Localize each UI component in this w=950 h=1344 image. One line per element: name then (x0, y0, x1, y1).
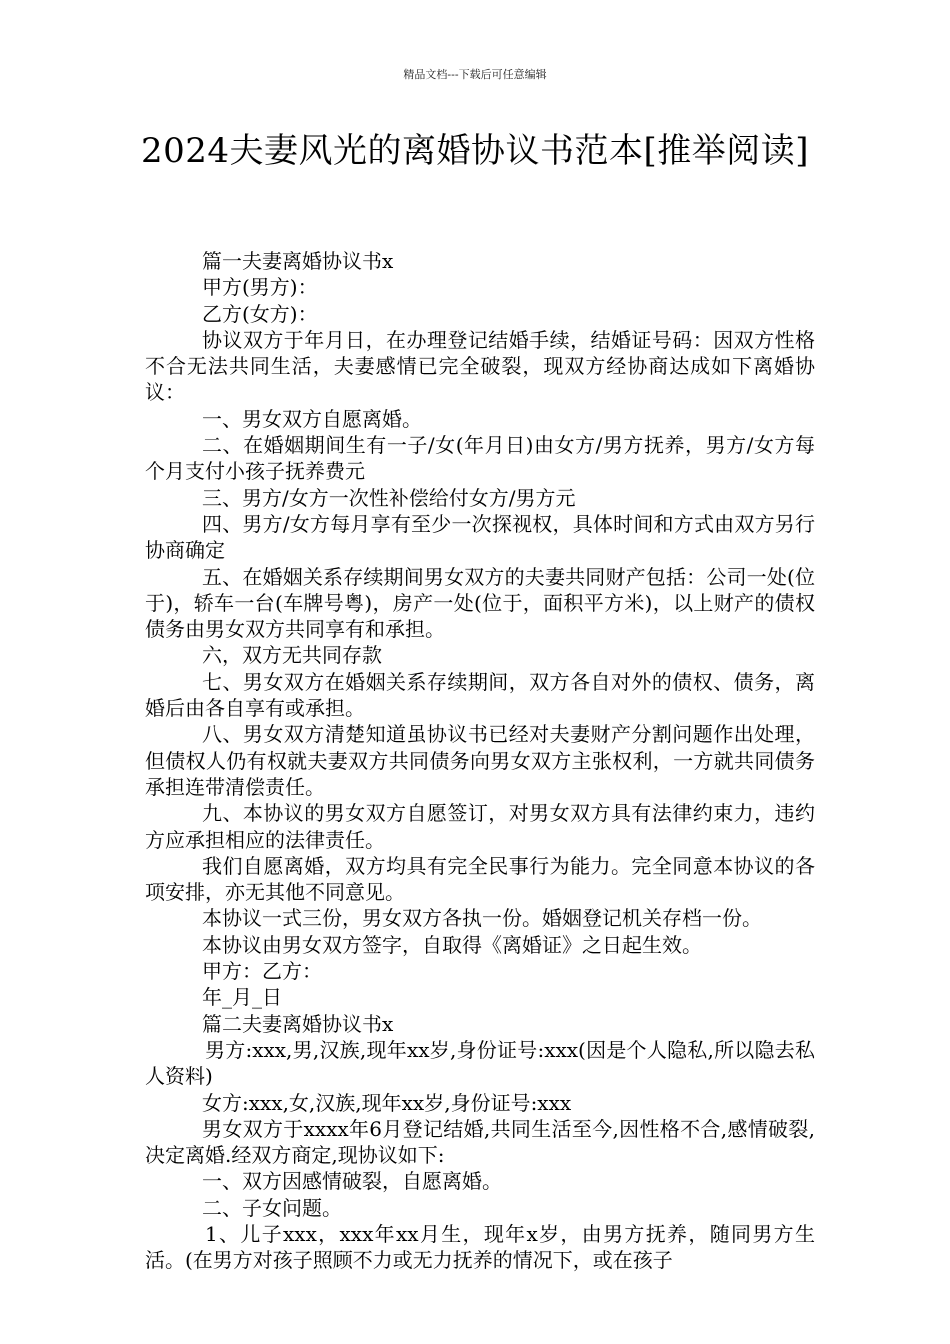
paragraph: 年_月_日 (202, 985, 282, 1010)
paragraph: 男女双方于xxxx年6月登记结婚,共同生活至今,因性格不合,感情破裂,决定离婚.经双方商定,现协议如下: (145, 1116, 815, 1168)
paragraph: 本协议一式三份，男女双方各执一份。婚姻登记机关存档一份。 (202, 906, 762, 931)
paragraph: 二、在婚姻期间生有一子/女(年月日)由女方/男方抚养，男方/女方每个月支付小孩子抚养费元 (145, 433, 815, 484)
paragraph: 乙方(女方)： (202, 301, 318, 326)
paragraph: 协议双方于年月日，在办理登记结婚手续，结婚证号码：因双方性格不合无法共同生活，夫妻感情已完全破裂，现双方经协商达成如下离婚协议： (145, 327, 815, 405)
paragraph: 篇二夫妻离婚协议书x (202, 1011, 394, 1036)
paragraph: 篇一夫妻离婚协议书x (202, 249, 394, 273)
paragraph: 我们自愿离婚，双方均具有完全民事行为能力。完全同意本协议的各项安排，亦无其他不同意见。 (145, 853, 815, 905)
paragraph: 二、子女问题。 (202, 1195, 342, 1220)
paragraph: 1、儿子xxx，xxx年xx月生，现年x岁，由男方抚养，随同男方生活。(在男方对孩子照顾不力或无力抚养的情况下，或在孩子 (145, 1221, 815, 1273)
page-header: 精品文档---下载后可任意编辑 (403, 68, 547, 81)
document-body (145, 248, 815, 1274)
paragraph: 九、本协议的男女双方自愿签订，对男女双方具有法律约束力，违约方应承担相应的法律责任。 (145, 801, 815, 852)
document-title: 2024夫妻风光的离婚协议书范本[推举阅读] (140, 131, 810, 171)
paragraph: 三、男方/女方一次性补偿给付女方/男方元 (202, 485, 576, 510)
paragraph: 八、男女双方清楚知道虽协议书已经对夫妻财产分割问题作出处理，但债权人仍有权就夫妻双方共同债务向男女双方主张权利，一方就共同债务承担连带清偿责任。 (145, 722, 815, 799)
paragraph: 男方:xxx,男,汉族,现年xx岁,身份证号:xxx(因是个人隐私,所以隐去私人资料) (145, 1037, 815, 1089)
paragraph: 甲方(男方)： (202, 275, 318, 300)
paragraph: 七、男女双方在婚姻关系存续期间，双方各自对外的债权、债务，离婚后由各自享有或承担。 (145, 669, 815, 721)
paragraph: 一、男女双方自愿离婚。 (202, 406, 422, 431)
paragraph: 六，双方无共同存款 (202, 643, 382, 668)
paragraph: 本协议由男女双方签字，自取得《离婚证》之日起生效。 (202, 932, 702, 957)
paragraph: 五、在婚姻关系存续期间男女双方的夫妻共同财产包括：公司一处(位于)，轿车一台(车牌号粤)，房产一处(位于，面积平方米)，以上财产的债权债务由男女双方共同享有和承担。 (145, 564, 815, 642)
paragraph: 甲方：乙方： (202, 959, 322, 984)
paragraph: 女方:xxx,女,汉族,现年xx岁,身份证号:xxx (202, 1090, 572, 1115)
paragraph: 一、双方因感情破裂，自愿离婚。 (202, 1169, 502, 1194)
paragraph: 四、男方/女方每月享有至少一次探视权，具体时间和方式由双方另行协商确定 (145, 511, 815, 563)
